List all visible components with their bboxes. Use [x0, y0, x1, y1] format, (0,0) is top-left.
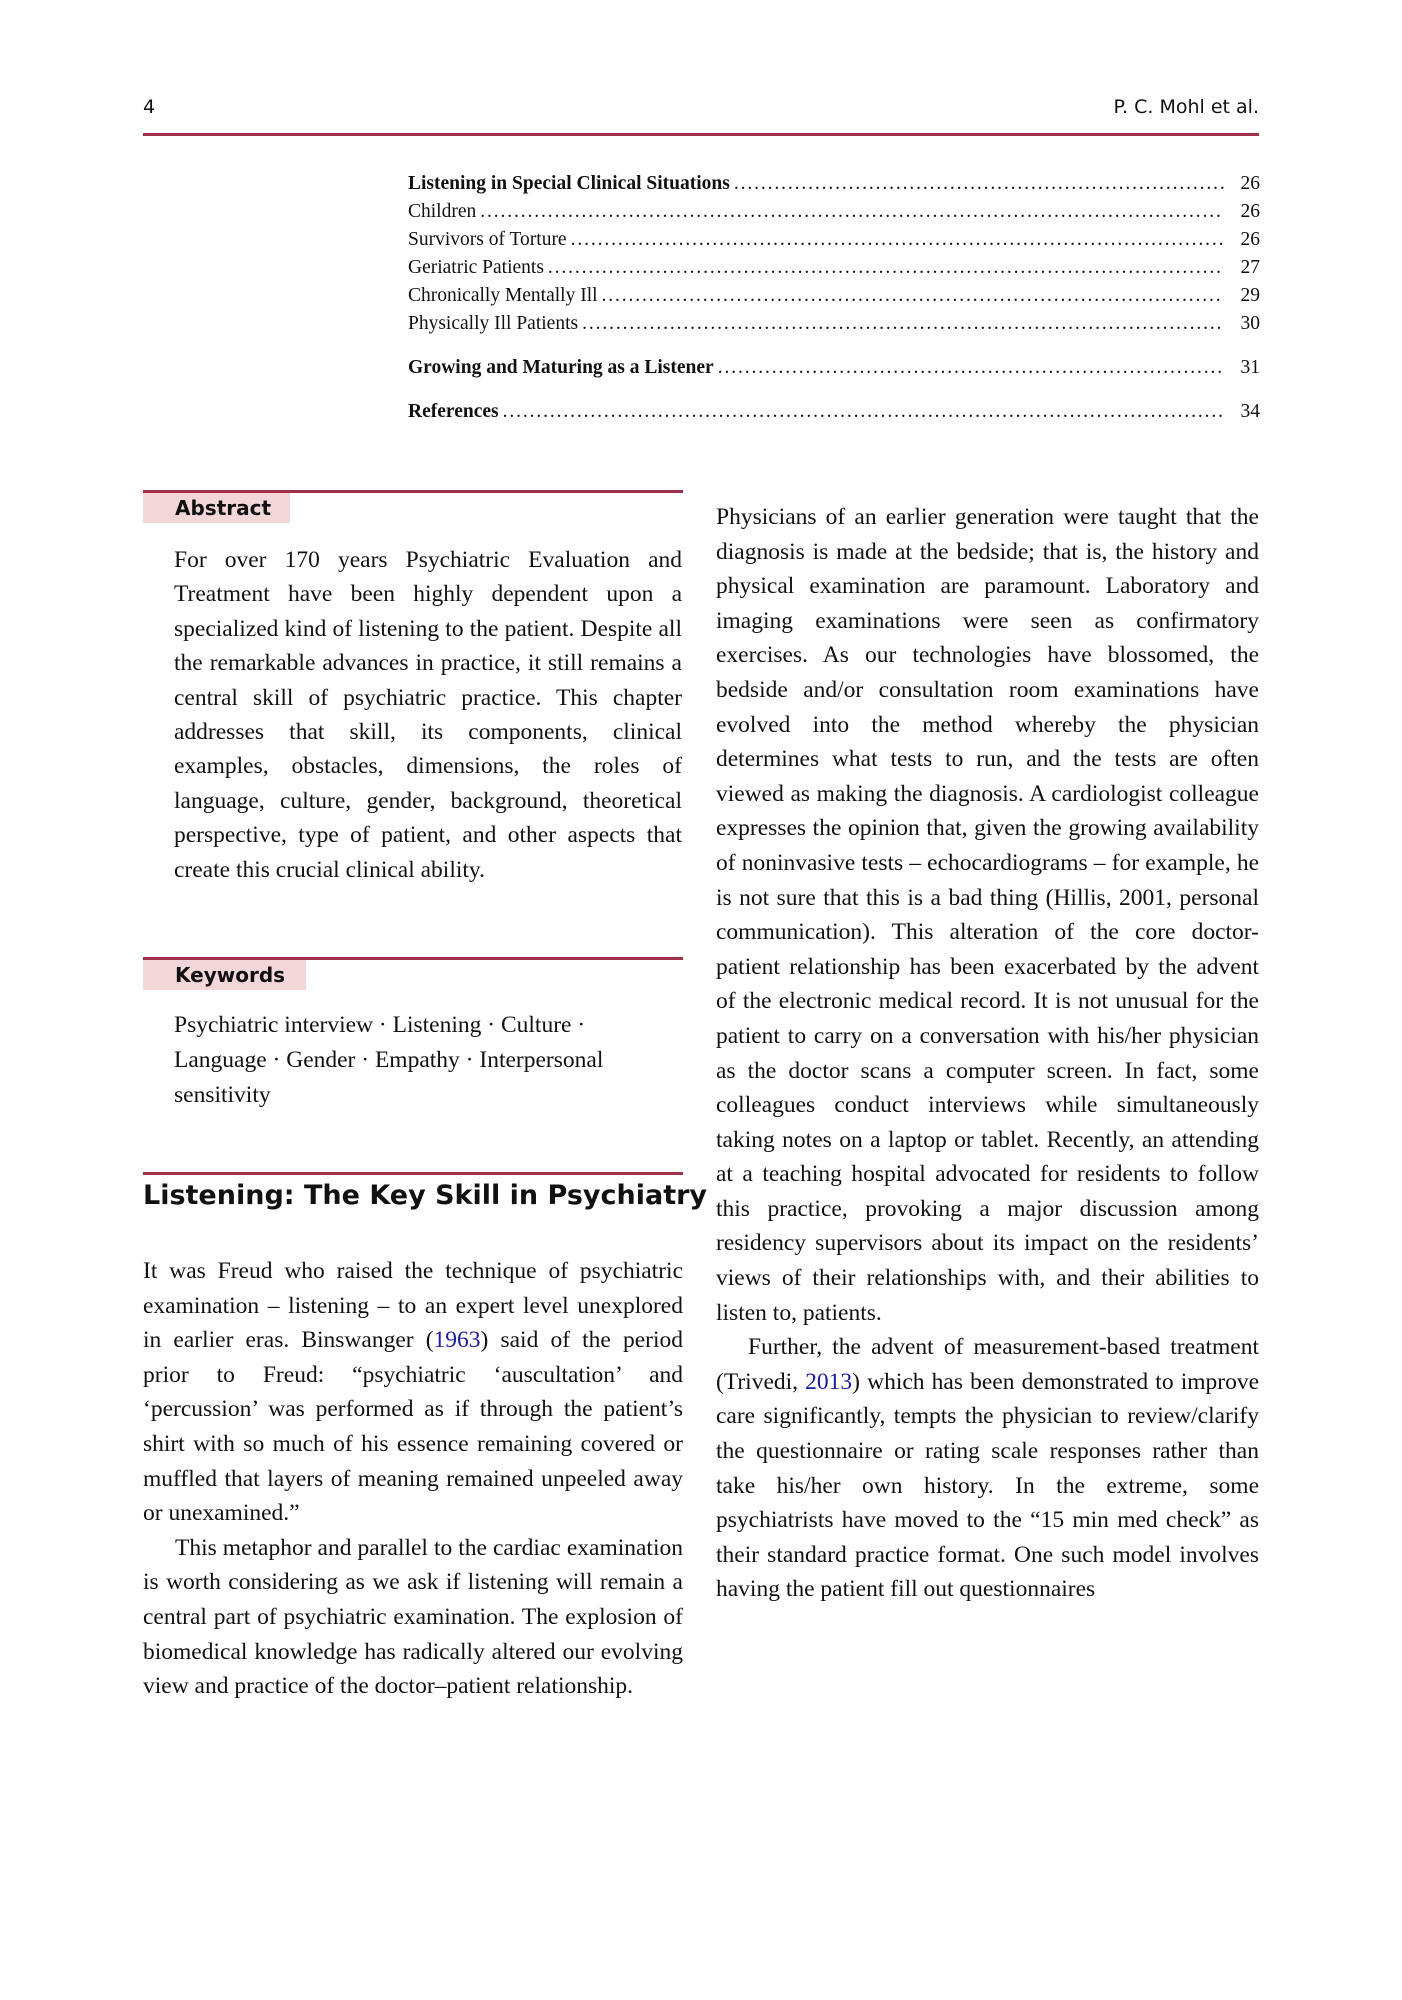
toc-entry[interactable] [408, 226, 1260, 254]
toc-entry-label: Geriatric Patients [408, 257, 544, 278]
keywords-label: Keywords [143, 960, 306, 990]
left-column-body [143, 1254, 683, 1704]
page-number: 4 [143, 96, 156, 118]
toc-entry-page: 34 [1240, 401, 1260, 422]
abstract-text: For over 170 years Psychiatric Evaluation and Treatment have been highly dependent upon a specialized kind of listening to the patient. Despite all the remarkable advances in practice, it still remains a central skill of psychiatric practice. This chapter addresses that skill, its components, clinical examples, obstacles, dimensions, the roles of language, culture, gender, background, theoretical perspective, type of patient, and other aspects that create this crucial clinical ability. [174, 547, 682, 883]
section-rule [143, 1172, 683, 1175]
toc-entry-label: Physically Ill Patients [408, 313, 579, 334]
toc-entry[interactable] [408, 354, 1260, 382]
toc-entry-label: Children [408, 201, 477, 222]
paragraph-text: ) which has been demonstrated to improve care significantly, tempts the physician to review/clarify the questionnaire or rating scale responses rather than take his/her own history. In the extreme, some psychiatrists have moved to the “15 min med check” as their standard practice format. One such model involves having the patient fill out questionnaires [716, 1368, 1260, 1603]
toc-leader-dots [718, 354, 1224, 382]
paragraph-text: ) said of the period prior to Freud: “psychiatric ‘auscultation’ and ‘percussion’ was performed as if through the patient’s shirt with so much of his essence remaining covered or muffled that layers of meaning remained unpeeled away or unexamined.” [143, 1327, 683, 1527]
toc-leader-dots [734, 170, 1224, 198]
toc-entry-page: 30 [1240, 313, 1260, 334]
abstract-label: Abstract [143, 493, 290, 523]
toc-entry-page: 26 [1240, 201, 1260, 222]
toc-entry[interactable] [408, 310, 1260, 338]
toc-leader-dots [602, 282, 1224, 310]
header-rule [143, 133, 1259, 136]
toc-entry[interactable] [408, 398, 1260, 426]
running-head [143, 96, 1259, 136]
toc-entry-page: 29 [1240, 285, 1260, 306]
keywords-text: Psychiatric interview · Listening · Culture · Language · Gender · Empathy · Interpersonal sensitivity [174, 1012, 604, 1108]
toc-entry[interactable] [408, 254, 1260, 282]
toc-entry-page: 27 [1240, 257, 1260, 278]
toc-entry-label: Survivors of Torture [408, 229, 567, 250]
toc-entry-label: Chronically Mentally Ill [408, 285, 598, 306]
toc-entry[interactable] [408, 198, 1260, 226]
toc-leader-dots [480, 198, 1224, 226]
toc-leader-dots [503, 398, 1224, 426]
toc-entry-page: 26 [1240, 173, 1260, 194]
paragraph-text: Further, the advent of measurement-based treatment (Trivedi, [716, 1334, 1259, 1395]
paragraph: Physicians of an earlier generation were taught that the diagnosis is made at the bedside; that is, the history and physical examination are paramount. Laboratory and imaging examinations were seen as confirmatory exercises. As our technologies have blossomed, the bedside and/or consultation room examinations have evolved into the method whereby the physician determines what tests to run, and the tests are often viewed as making the diagnosis. A cardiologist colleague expresses the opinion that, given the growing availability of noninvasive tests – echocardiograms – for example, he is not sure that this is a bad thing (Hillis, 2001, personal communication). This alteration of the core doctor-patient relationship has been exacerbated by the advent of the electronic medical record. It is not unusual for the patient to carry on a conversation with his/her physician as the doctor scans a computer screen. In fact, some colleagues conduct interviews while simultaneously taking notes on a laptop or tablet. Recently, an attending at a teaching hospital advocated for residents to follow this practice, provoking a major discussion among residency supervisors about its impact on the residents’ views of their relationships with, and their abilities to listen to, patients. [716, 504, 1259, 1326]
running-author: P. C. Mohl et al. [1113, 96, 1259, 118]
paragraph-text: It was Freud who raised the technique of psychiatric examination – listening – to an expert level unexplored in earlier eras. Binswanger ( [143, 1258, 683, 1354]
section-heading: Listening: The Key Skill in Psychiatry [143, 1180, 708, 1211]
table-of-contents [408, 170, 1260, 426]
paragraph [143, 1254, 683, 1531]
toc-leader-dots [548, 254, 1224, 282]
toc-leader-dots [582, 310, 1224, 338]
toc-entry-label: References [408, 401, 499, 422]
right-column-body [716, 500, 1259, 1607]
toc-entry-page: 31 [1240, 357, 1260, 378]
toc-entry-page: 26 [1240, 229, 1260, 250]
toc-entry-label: Listening in Special Clinical Situations [408, 173, 730, 194]
toc-entry[interactable] [408, 282, 1260, 310]
toc-leader-dots [571, 226, 1224, 254]
citation-link[interactable]: 1963 [433, 1327, 481, 1354]
toc-entry-label: Growing and Maturing as a Listener [408, 357, 714, 378]
paragraph: This metaphor and parallel to the cardiac examination is worth considering as we ask if listening will remain a central part of psychiatric examination. The explosion of biomedical knowledge has radically altered our evolving view and practice of the doctor–patient relationship. [143, 1534, 683, 1700]
toc-entry[interactable] [408, 170, 1260, 198]
citation-link[interactable]: 2013 [805, 1368, 853, 1395]
paragraph [716, 1330, 1259, 1607]
